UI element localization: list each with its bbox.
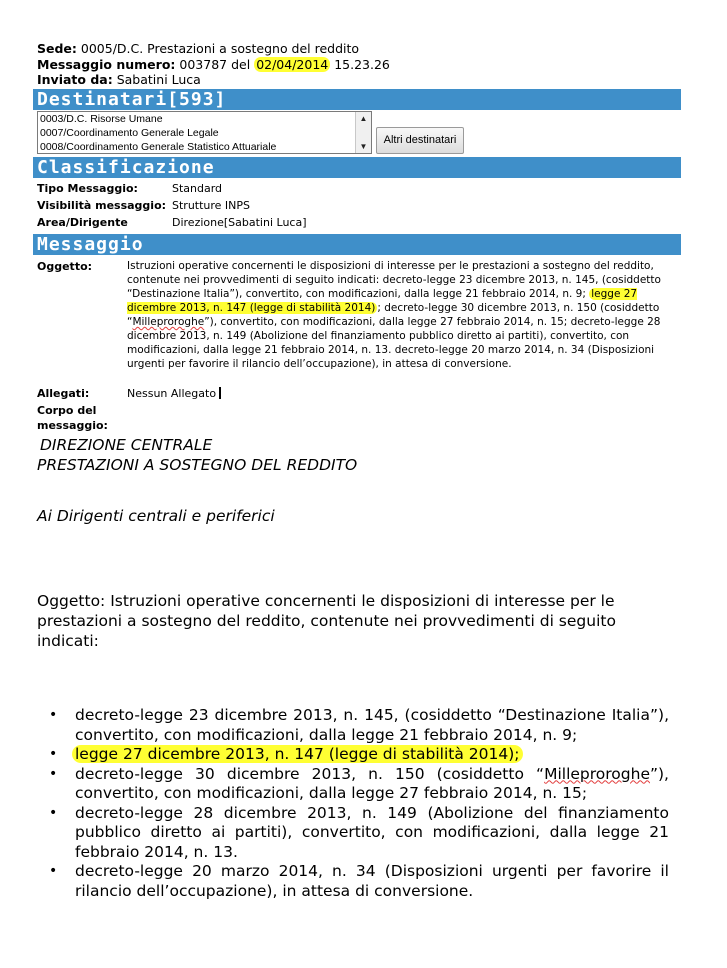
classificazione-header: Classificazione — [33, 157, 681, 178]
oggetto-paragraph: Oggetto: Istruzioni operative concernenti le disposizioni di interesse per le prestazioni a sostegno del reddito, contenute nei provvedimenti di seguito indicati: — [37, 592, 616, 650]
provvedimenti-list — [49, 706, 669, 901]
corpo-label-2: messaggio: — [37, 419, 108, 432]
message-time: 15.23.26 — [334, 57, 390, 72]
allegati-field[interactable] — [127, 386, 221, 401]
list-item: • decreto-legge 20 marzo 2014, n. 34 (Disposizioni urgenti per favorire il rilancio dell’occupazione), in attesa di conversione. — [49, 862, 669, 901]
sede-label: Sede: — [37, 41, 77, 56]
list-item-highlighted: • legge 27 dicembre 2013, n. 147 (legge di stabilità 2014); — [49, 745, 669, 765]
direzione-line-2: PRESTAZIONI A SOSTEGNO DEL REDDITO — [37, 456, 358, 474]
destinatari-listbox[interactable] — [37, 111, 372, 154]
numero-value: 003787 — [179, 57, 228, 72]
area-dirigente-label: Area/Dirigente — [37, 216, 128, 229]
oggetto-part1: Istruzioni operative concernenti le disposizioni di interesse per le prestazioni a sostegno del reddito, contenute nei provvedimenti di seguito indicati: decreto-legge 23 dicembre 2013, n. 145, (cosiddetto “Destinazione Italia”), convertito, con modificazioni, dalla legge 21 febbraio 2014, n. 9; — [127, 260, 661, 300]
scroll-down-icon[interactable]: ▼ — [359, 142, 368, 151]
list-item: • decreto-legge 30 dicembre 2013, n. 150 (cosiddetto “Milleproroghe”), convertito, con modificazioni, dalla legge 27 febbraio 2014, n. 15; — [49, 765, 669, 804]
listbox-scrollbar[interactable] — [355, 112, 371, 153]
tipo-messaggio-label: Tipo Messaggio: — [37, 182, 138, 195]
oggetto-part2: ; decreto-legge 30 dicembre 2013, n. 150 (cosiddetto “ — [127, 302, 660, 328]
visibilita-label: Visibilità messaggio: — [37, 199, 167, 212]
destinatari-line: Ai Dirigenti centrali e periferici — [37, 507, 275, 525]
destinatari-option[interactable]: 0008/Coordinamento Generale Statistico Attuariale — [40, 141, 277, 153]
oggetto-milleproroghe: Milleproroghe — [132, 316, 205, 328]
oggetto-label: Oggetto: — [37, 260, 93, 273]
sede-value: 0005/D.C. Prestazioni a sostegno del reddito — [80, 41, 360, 56]
scroll-up-icon[interactable]: ▲ — [359, 114, 368, 123]
del-label: del — [231, 57, 251, 72]
list-item: • decreto-legge 23 dicembre 2013, n. 145, (cosiddetto “Destinazione Italia”), convertito, con modificazioni, dalla legge 21 febbraio 2014, n. 9; — [49, 706, 669, 745]
inviato-label: Inviato da: — [37, 72, 113, 87]
sede-line — [37, 41, 359, 56]
oggetto-part3: ”), convertito, con modificazioni, dalla legge 27 febbraio 2014, n. 15; decreto-legge 28 dicembre 2013, n. 149 (Abolizione del finanziamento pubblico diretto ai partiti), convertito, con modificazioni, dalla legge 21 febbraio 2014, n. 13. decreto-legge 20 marzo 2014, n. 34 (Disposizioni urgenti per favorire il rilancio dell’occupazione), in attesa di conversione. — [127, 316, 661, 370]
inviato-line — [37, 72, 201, 87]
allegati-label: Allegati: — [37, 387, 90, 400]
direzione-line-1: DIREZIONE CENTRALE — [40, 436, 213, 454]
corpo-label-1: Corpo del — [37, 404, 97, 417]
allegati-value: Nessun Allegato — [127, 387, 217, 400]
numero-label: Messaggio numero: — [37, 57, 176, 72]
destinatari-option[interactable]: 0003/D.C. Risorse Umane — [40, 113, 163, 125]
text-cursor — [219, 387, 221, 399]
messaggio-header: Messaggio — [33, 234, 681, 255]
destinatari-option[interactable]: 0007/Coordinamento Generale Legale — [40, 127, 219, 139]
message-date: 02/04/2014 — [256, 57, 329, 72]
area-dirigente-value: Direzione[Sabatini Luca] — [172, 216, 307, 229]
visibilita-value: Strutture INPS — [172, 199, 251, 212]
numero-line — [37, 57, 390, 72]
altri-destinatari-button[interactable]: Altri destinatari — [376, 127, 464, 154]
destinatari-header: Destinatari[593] — [33, 89, 681, 110]
milleproroghe-word: Milleproroghe — [544, 764, 650, 783]
oggetto-highlight: legge 27 dicembre 2013, n. 147 (legge di stabilità 2014) — [127, 288, 638, 314]
list-item: • decreto-legge 28 dicembre 2013, n. 149 (Abolizione del finanziamento pubblico diretto ai partiti), convertito, con modificazioni, dalla legge 21 febbraio 2014, n. 13. — [49, 804, 669, 863]
tipo-messaggio-value: Standard — [172, 182, 223, 195]
oggetto-text — [127, 259, 679, 371]
inviato-value: Sabatini Luca — [116, 72, 201, 87]
